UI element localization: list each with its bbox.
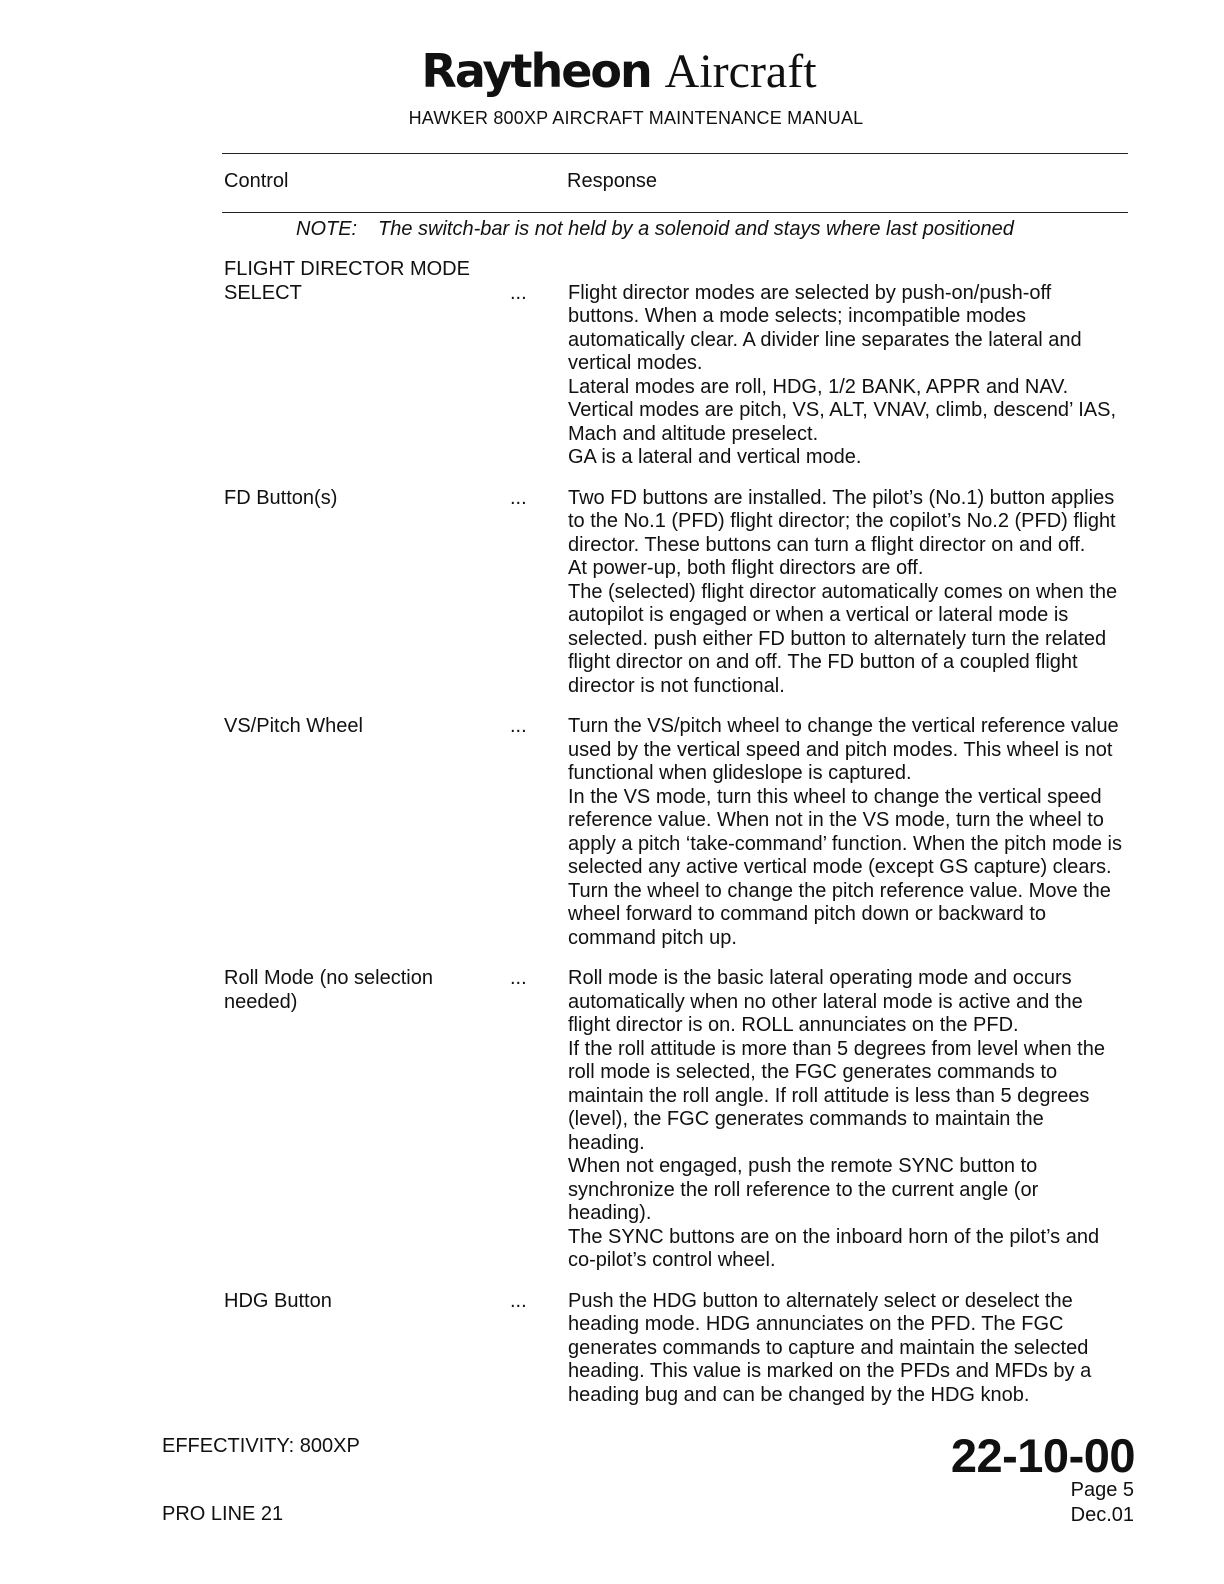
section-vs-pitch-wheel [224,715,1124,950]
control-label: needed) [224,990,298,1013]
brand-name-bold: Raytheon [421,44,651,98]
note-label: NOTE: [296,218,358,240]
brand-name-light: Aircraft [664,45,817,98]
brand-logo [14,42,1224,100]
control-label: VS/Pitch Wheel [224,715,363,737]
page-header [0,42,1224,129]
control-cell [224,967,510,1273]
leader-dots: ... [510,967,527,989]
response-paragraph: The (selected) flight director automatically comes on when the autopilot is engaged or when a vertical or lateral mode is selected. push either FD button to alternately turn the related flight director on and off. The FD button of a coupled flight director is not functional. [568,580,1118,697]
control-response-table [224,258,1124,1424]
page-date: Dec.01 [1070,1504,1134,1526]
leader-dots: ... [510,1289,527,1312]
control-label: FLIGHT DIRECTOR MODE [224,258,470,280]
control-label: Roll Mode (no selection [224,967,433,989]
response-cell [568,715,1124,950]
response-paragraph: At power-up, both flight directors are off. [568,557,924,579]
response-cell [568,967,1124,1273]
note-text: The switch-bar is not held by a solenoid and stays where last positioned [378,218,1014,240]
response-cell [568,487,1124,699]
header-rule-top [222,153,1128,154]
response-paragraph: GA is a lateral and vertical mode. [568,446,862,468]
leader-dots: ... [510,715,527,737]
control-cell [224,258,510,470]
control-label: FD Button(s) [224,486,338,509]
section-roll-mode [224,967,1124,1273]
column-header-control: Control [224,170,289,192]
response-paragraph: Lateral modes are roll, HDG, 1/2 BANK, APPR and NAV. [568,375,1069,398]
page-number: 22-10-00 [950,1429,1135,1482]
control-label: HDG Button [224,1289,332,1312]
section-flight-director-mode-select [224,258,1124,470]
control-cell [224,715,510,950]
response-paragraph: Push the HDG button to alternately select or deselect the heading mode. HDG annunciates on the PFD. The FGC generates commands to capture and maintain the selected heading. This value is marked on the PFDs and MFDs by a heading bug and can be changed by the HDG knob. [568,1289,1092,1406]
header-rule-bottom [222,212,1128,213]
response-paragraph: Flight director modes are selected by push-on/push-off buttons. When a mode selects; incompatible modes automatically clear. A divider line separates the lateral and vertical modes. [568,281,1082,374]
note [296,218,1014,241]
response-paragraph: Turn the VS/pitch wheel to change the vertical reference value used by the vertical speed and pitch modes. This wheel is not functional when glideslope is captured. [568,715,1119,784]
response-cell [568,258,1124,470]
response-paragraph: Two FD buttons are installed. The pilot’s (No.1) button applies to the No.1 (PFD) flight director; the copilot’s No.2 (PFD) flight director. These buttons can turn a flight director on and off. [568,486,1116,556]
manual-title: HAWKER 800XP AIRCRAFT MAINTENANCE MANUAL [408,108,864,128]
section-fd-buttons [224,487,1124,699]
page-info [1071,1478,1134,1528]
response-paragraph: The SYNC buttons are on the inboard horn of the pilot’s and co-pilot’s control wheel. [568,1225,1100,1271]
response-paragraph: Roll mode is the basic lateral operating mode and occurs automatically when no other lateral mode is active and the flight director is on. ROLL annunciates on the PFD. [568,967,1083,1036]
column-header-response: Response [567,170,658,192]
control-cell [224,1290,510,1408]
response-paragraph: When not engaged, push the remote SYNC button to synchronize the roll reference to the current angle (or heading). [568,1155,1039,1224]
response-paragraph: In the VS mode, turn this wheel to change the vertical speed reference value. When not in the VS mode, turn the wheel to apply a pitch ‘take-command’ function. When the pitch mode is selected any active vertical mode (except GS capture) clears. Turn the wheel to change the pitch reference value. Move the wheel forward to command pitch down or backward to command pitch up. [568,785,1122,949]
leader-dots: ... [510,281,527,304]
page-label: Page 5 [1070,1479,1134,1501]
effectivity: EFFECTIVITY: 800XP [162,1435,360,1457]
response-paragraph: Vertical modes are pitch, VS, ALT, VNAV, climb, descend’ IAS, Mach and altitude preselect. [568,399,1117,445]
pro-line: PRO LINE 21 [162,1503,284,1525]
response-cell [568,1290,1124,1408]
leader-dots: ... [510,486,527,509]
control-label: SELECT [224,281,302,304]
response-paragraph: If the roll attitude is more than 5 degrees from level when the roll mode is selected, the FGC generates commands to maintain the roll angle. If roll attitude is less than 5 degrees (level), the FGC generates commands to maintain the heading. [568,1037,1105,1154]
control-cell [224,487,510,699]
section-hdg-button [224,1290,1124,1408]
